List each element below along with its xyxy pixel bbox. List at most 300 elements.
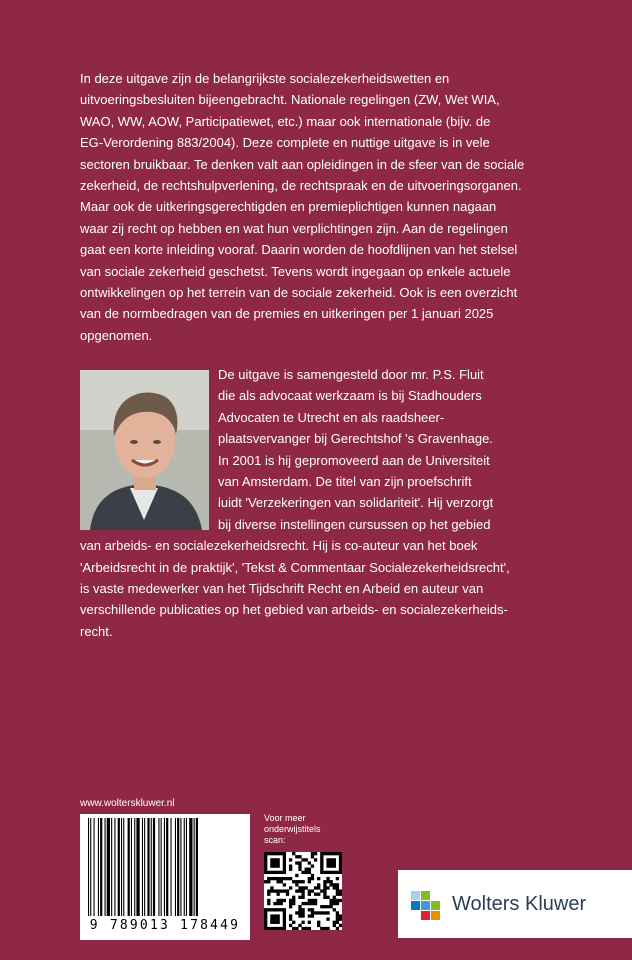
qr-module	[283, 924, 286, 927]
barcode-bar	[90, 818, 91, 916]
qr-caption-line: onderwijstitels	[264, 824, 321, 834]
qr-module	[336, 883, 339, 886]
qr-module	[283, 858, 286, 861]
qr-module	[308, 921, 311, 924]
qr-module	[276, 918, 279, 921]
qr-module	[267, 902, 270, 905]
qr-module	[298, 868, 301, 871]
qr-module	[283, 911, 286, 914]
barcode-bar	[153, 818, 155, 916]
qr-module	[333, 852, 336, 855]
qr-module	[298, 908, 301, 911]
bio-line: recht.	[80, 623, 113, 639]
qr-module	[308, 868, 311, 871]
barcode-bar	[128, 818, 130, 916]
qr-module	[333, 886, 336, 889]
qr-module	[264, 924, 267, 927]
qr-module	[314, 902, 317, 905]
qr-module	[314, 911, 317, 914]
qr-module	[308, 893, 311, 896]
qr-module	[326, 864, 329, 867]
qr-module	[301, 927, 304, 930]
qr-module	[336, 893, 339, 896]
qr-module	[273, 927, 276, 930]
qr-module	[267, 893, 270, 896]
qr-module	[330, 883, 333, 886]
qr-module	[311, 864, 314, 867]
qr-module	[323, 880, 326, 883]
qr-module	[317, 924, 320, 927]
qr-module	[314, 899, 317, 902]
qr-module	[305, 871, 308, 874]
wolters-kluwer-logo-icon	[410, 890, 442, 922]
qr-module	[270, 871, 273, 874]
qr-module	[264, 914, 267, 917]
qr-module	[273, 889, 276, 892]
qr-module	[283, 855, 286, 858]
qr-module	[301, 858, 304, 861]
qr-module	[273, 871, 276, 874]
qr-module	[298, 886, 301, 889]
qr-module	[320, 855, 323, 858]
barcode-bar	[136, 818, 139, 916]
qr-module	[305, 858, 308, 861]
qr-module	[326, 918, 329, 921]
qr-module	[273, 877, 276, 880]
qr-caption-line: Voor meer	[264, 813, 306, 823]
qr-module	[280, 880, 283, 883]
qr-module	[276, 908, 279, 911]
qr-module	[301, 880, 304, 883]
qr-module	[270, 886, 273, 889]
qr-module	[336, 889, 339, 892]
qr-module	[289, 924, 292, 927]
qr-module	[330, 902, 333, 905]
qr-module	[270, 889, 273, 892]
qr-module	[320, 927, 323, 930]
qr-module	[320, 861, 323, 864]
qr-module	[295, 874, 298, 877]
qr-module	[323, 883, 326, 886]
qr-module	[330, 864, 333, 867]
qr-module	[270, 921, 273, 924]
qr-module	[298, 905, 301, 908]
intro-line: sectoren bruikbaar. Te denken valt aan opleidingen in de sfeer van de sociale	[80, 156, 525, 172]
qr-module	[276, 899, 279, 902]
qr-module	[298, 914, 301, 917]
bio-line: van arbeids- en socialezekerheidsrecht. Hij is co-auteur van het boek	[80, 538, 478, 554]
qr-module	[323, 911, 326, 914]
qr-module	[283, 889, 286, 892]
qr-module	[276, 921, 279, 924]
intro-line: waar zij recht op hebben en wat hun verplichtingen zijn. Aan de regelingen	[80, 220, 508, 236]
qr-module	[339, 914, 342, 917]
qr-module	[333, 864, 336, 867]
qr-module	[323, 927, 326, 930]
barcode-bar	[166, 818, 168, 916]
qr-module	[298, 889, 301, 892]
qr-module	[264, 927, 267, 930]
qr-module	[333, 896, 336, 899]
qr-module	[283, 914, 286, 917]
qr-module	[326, 886, 329, 889]
qr-module	[305, 902, 308, 905]
qr-module	[280, 852, 283, 855]
qr-module	[280, 871, 283, 874]
qr-module	[326, 871, 329, 874]
intro-line: ontwikkelingen op het terrein van de sociale zekerheid. Ook is een overzicht	[80, 285, 518, 301]
qr-module	[326, 877, 329, 880]
qr-module	[308, 902, 311, 905]
qr-module	[323, 889, 326, 892]
qr-module	[330, 880, 333, 883]
bio-line: luidt 'Verzekeringen van solidariteit'. Hij verzorgt	[218, 495, 494, 511]
qr-module	[305, 868, 308, 871]
qr-module	[276, 861, 279, 864]
barcode-bar	[189, 818, 192, 916]
qr-module	[283, 921, 286, 924]
qr-module	[289, 914, 292, 917]
qr-module	[273, 858, 276, 861]
isbn-barcode	[80, 814, 250, 940]
qr-module	[301, 914, 304, 917]
qr-module	[317, 886, 320, 889]
bio-line: verschillende publicaties op het gebied van arbeids- en socialezekerheids-	[80, 602, 508, 618]
qr-module	[283, 861, 286, 864]
qr-module	[311, 874, 314, 877]
qr-module	[336, 852, 339, 855]
qr-module	[317, 883, 320, 886]
qr-caption-line: scan:	[264, 835, 286, 845]
publisher-logo-box	[398, 870, 632, 938]
qr-module	[314, 893, 317, 896]
qr-module	[292, 899, 295, 902]
qr-module	[264, 921, 267, 924]
qr-module	[298, 896, 301, 899]
qr-module	[289, 877, 292, 880]
qr-module	[308, 889, 311, 892]
qr-module	[323, 905, 326, 908]
qr-module	[270, 918, 273, 921]
qr-module	[336, 902, 339, 905]
qr-module	[276, 914, 279, 917]
qr-module	[267, 927, 270, 930]
qr-module	[320, 911, 323, 914]
qr-module	[323, 871, 326, 874]
qr-module	[326, 858, 329, 861]
qr-module	[292, 921, 295, 924]
qr-module	[276, 852, 279, 855]
qr-module	[333, 871, 336, 874]
publisher-name: Wolters Kluwer	[452, 893, 587, 915]
intro-line: In deze uitgave zijn de belangrijkste socialezekerheidswetten en	[80, 71, 450, 86]
qr-module	[295, 861, 298, 864]
qr-module	[339, 855, 342, 858]
barcode-bar	[123, 818, 124, 916]
qr-module	[280, 877, 283, 880]
qr-module	[339, 852, 342, 855]
qr-module	[333, 902, 336, 905]
qr-module	[333, 908, 336, 911]
barcode-bar	[184, 818, 185, 916]
qr-module	[308, 880, 311, 883]
qr-module	[333, 858, 336, 861]
qr-module	[295, 883, 298, 886]
qr-module	[267, 877, 270, 880]
qr-module	[295, 927, 298, 930]
intro-line: van sociale zekerheid geschetst. Tevens wordt ingegaan op enkele actuele	[80, 263, 511, 279]
qr-module	[339, 861, 342, 864]
bio-line: plaatsvervanger bij Gerechtshof 's Gravenhage.	[218, 431, 493, 447]
qr-module	[308, 914, 311, 917]
bio-line: die als advocaat werkzaam is bij Stadhouders	[218, 388, 482, 404]
qr-module	[270, 927, 273, 930]
qr-module	[314, 886, 317, 889]
barcode-bar	[88, 818, 89, 916]
qr-module	[280, 902, 283, 905]
qr-module	[292, 880, 295, 883]
barcode-bar	[98, 818, 99, 916]
qr-module	[326, 896, 329, 899]
qr-module	[336, 914, 339, 917]
qr-module	[339, 924, 342, 927]
bio-line: In 2001 is hij gepromoveerd aan de Universiteit	[218, 452, 490, 468]
qr-module	[339, 871, 342, 874]
qr-module	[333, 883, 336, 886]
qr-module	[317, 921, 320, 924]
qr-module	[336, 871, 339, 874]
qr-module	[267, 880, 270, 883]
qr-module	[270, 908, 273, 911]
barcode-bar	[118, 818, 120, 916]
qr-module	[305, 886, 308, 889]
qr-module	[301, 893, 304, 896]
qr-module	[286, 877, 289, 880]
intro-text	[80, 68, 550, 346]
barcode-bar	[114, 818, 115, 916]
qr-module	[298, 911, 301, 914]
barcode-bar	[151, 818, 152, 916]
qr-module	[283, 868, 286, 871]
intro-line: EG-Verordening 883/2004). Deze complete en nuttige uitgave is in vele	[80, 135, 490, 151]
qr-code-pattern	[264, 852, 342, 930]
intro-line: gaat een korte inleiding vooraf. Daarin worden de hoofdlijnen van het stelsel	[80, 242, 518, 258]
qr-module	[336, 918, 339, 921]
intro-line: WAO, WW, AOW, Participatiewet, etc.) maar ook internationale (bijv. de	[80, 113, 491, 129]
qr-module	[330, 871, 333, 874]
qr-module	[270, 861, 273, 864]
qr-module	[280, 908, 283, 911]
qr-module	[301, 889, 304, 892]
qr-module	[283, 927, 286, 930]
qr-module	[298, 855, 301, 858]
qr-module	[308, 861, 311, 864]
qr-module	[289, 868, 292, 871]
barcode-bar	[180, 818, 181, 916]
barcode-bar	[121, 818, 122, 916]
qr-module	[289, 899, 292, 902]
barcode-bar	[144, 818, 145, 916]
qr-module	[339, 899, 342, 902]
qr-module	[264, 852, 267, 855]
bio-line: Advocaten te Utrecht en als raadsheer-	[218, 409, 445, 425]
intro-line: van de normbedragen van de premies en uitkeringen per 1 januari 2025	[80, 306, 494, 322]
qr-module	[339, 858, 342, 861]
intro-line: Maar ook de uitkeringsgerechtigden en premieplichtigen kunnen nagaan	[80, 199, 497, 215]
qr-module	[317, 877, 320, 880]
qr-module	[326, 927, 329, 930]
qr-module	[301, 871, 304, 874]
qr-module	[276, 927, 279, 930]
qr-module	[264, 858, 267, 861]
qr-module	[339, 889, 342, 892]
qr-module	[276, 889, 279, 892]
qr-module	[326, 861, 329, 864]
qr-module	[273, 864, 276, 867]
qr-module	[286, 889, 289, 892]
intro-line: uitvoeringsbesluiten bijeengebracht. Nationale regelingen (ZW, Wet WIA,	[80, 92, 500, 108]
qr-module	[283, 877, 286, 880]
qr-module	[283, 871, 286, 874]
qr-module	[301, 902, 304, 905]
qr-module	[323, 886, 326, 889]
qr-module	[336, 877, 339, 880]
qr-module	[314, 858, 317, 861]
qr-module	[270, 877, 273, 880]
bio-line: bij diverse instellingen cursussen op het gebied	[218, 516, 491, 532]
qr-module	[330, 899, 333, 902]
qr-module	[326, 905, 329, 908]
qr-module	[270, 914, 273, 917]
qr-module	[305, 927, 308, 930]
qr-module	[311, 877, 314, 880]
qr-module	[311, 889, 314, 892]
qr-module	[298, 880, 301, 883]
qr-module	[326, 911, 329, 914]
barcode-bar	[147, 818, 149, 916]
qr-caption	[264, 813, 354, 846]
qr-module	[320, 889, 323, 892]
qr-module	[320, 905, 323, 908]
qr-module	[264, 908, 267, 911]
qr-module	[289, 858, 292, 861]
bio-line: van Amsterdam. De titel van zijn proefschrift	[218, 474, 472, 490]
qr-module	[264, 871, 267, 874]
qr-module	[339, 893, 342, 896]
qr-module	[298, 864, 301, 867]
qr-module	[308, 899, 311, 902]
qr-module	[326, 880, 329, 883]
barcode-bar	[175, 818, 176, 916]
qr-module	[301, 908, 304, 911]
barcode-bar	[134, 818, 135, 916]
qr-module	[323, 852, 326, 855]
barcode-bar	[158, 818, 159, 916]
qr-module	[301, 896, 304, 899]
qr-module	[276, 858, 279, 861]
qr-module	[273, 921, 276, 924]
qr-module	[330, 905, 333, 908]
qr-module	[276, 864, 279, 867]
qr-module	[311, 908, 314, 911]
barcode-bar	[164, 818, 165, 916]
qr-module	[336, 927, 339, 930]
qr-module	[267, 871, 270, 874]
qr-module	[283, 899, 286, 902]
qr-module	[308, 877, 311, 880]
qr-code[interactable]	[264, 852, 342, 930]
qr-module	[339, 918, 342, 921]
author-bio	[80, 364, 560, 642]
qr-module	[280, 899, 283, 902]
qr-module	[333, 924, 336, 927]
barcode-bar	[177, 818, 179, 916]
qr-module	[289, 905, 292, 908]
qr-module	[289, 864, 292, 867]
qr-module	[298, 861, 301, 864]
barcode-bar	[131, 818, 132, 916]
barcode-bar	[100, 818, 102, 916]
barcode-bar	[107, 818, 110, 916]
qr-module	[308, 871, 311, 874]
qr-module	[333, 899, 336, 902]
barcode-bars	[88, 818, 242, 916]
qr-module	[317, 911, 320, 914]
qr-module	[320, 858, 323, 861]
intro-line: opgenomen.	[80, 327, 153, 343]
qr-module	[292, 902, 295, 905]
bio-line: De uitgave is samengesteld door mr. P.S. Fluit	[218, 367, 484, 382]
website-url[interactable]: www.wolterskluwer.nl	[80, 798, 175, 809]
qr-module	[336, 899, 339, 902]
qr-module	[323, 893, 326, 896]
qr-module	[280, 889, 283, 892]
barcode-number: 9 789013 178449	[89, 918, 241, 933]
qr-module	[267, 889, 270, 892]
qr-module	[336, 886, 339, 889]
qr-module	[264, 911, 267, 914]
bio-line: is vaste medewerker van het Tijdschrift Recht en Arbeid en auteur van	[80, 581, 484, 597]
qr-module	[264, 855, 267, 858]
barcode-bar	[94, 818, 95, 916]
qr-module	[270, 864, 273, 867]
qr-module	[273, 914, 276, 917]
qr-module	[339, 864, 342, 867]
barcode-bar	[111, 818, 112, 916]
qr-module	[273, 918, 276, 921]
qr-module	[314, 852, 317, 855]
qr-module	[311, 852, 314, 855]
qr-module	[264, 918, 267, 921]
qr-module	[333, 921, 336, 924]
qr-module	[273, 902, 276, 905]
qr-module	[336, 911, 339, 914]
qr-module	[298, 924, 301, 927]
barcode-bar	[196, 818, 198, 916]
qr-module	[301, 921, 304, 924]
qr-module	[264, 864, 267, 867]
qr-module	[311, 855, 314, 858]
qr-module	[292, 852, 295, 855]
qr-module	[320, 852, 323, 855]
qr-module	[339, 868, 342, 871]
qr-module	[320, 864, 323, 867]
barcode-bar	[171, 818, 172, 916]
barcode-bar	[194, 818, 195, 916]
qr-module	[270, 852, 273, 855]
barcode-bar	[142, 818, 143, 916]
qr-module	[276, 902, 279, 905]
